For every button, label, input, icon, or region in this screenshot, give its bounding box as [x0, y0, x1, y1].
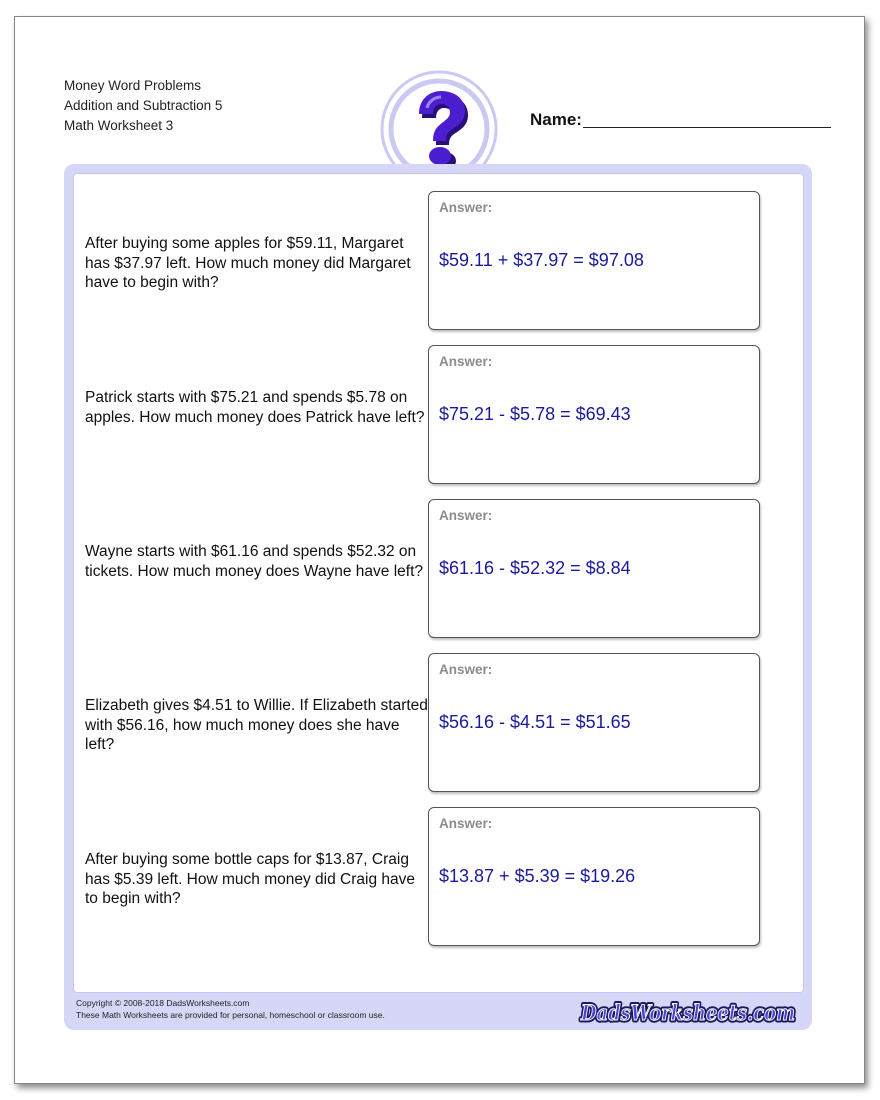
answer-box[interactable] — [428, 653, 760, 792]
answer-box[interactable] — [428, 191, 760, 330]
usage-text: These Math Worksheets are provided for personal, homeschool or classroom use. — [76, 1010, 385, 1020]
answer-box[interactable] — [428, 345, 760, 484]
answer-label: Answer: — [439, 816, 493, 831]
worksheet-subtitle: Addition and Subtraction 5 — [64, 98, 223, 113]
answer-box[interactable] — [428, 807, 760, 946]
problem-text: Patrick starts with $75.21 and spends $5.78 on apples. How much money does Patrick have left? — [85, 389, 425, 426]
answer-text: $75.21 - $5.78 = $69.43 — [439, 404, 631, 424]
answer-text: $13.87 + $5.39 = $19.26 — [439, 866, 636, 886]
answer-text: $56.16 - $4.51 = $51.65 — [439, 712, 631, 732]
answer-label: Answer: — [439, 662, 493, 677]
answer-text: $59.11 + $37.97 = $97.08 — [439, 250, 644, 270]
worksheet-header — [64, 76, 222, 136]
copyright-text: Copyright © 2008-2018 DadsWorksheets.com — [76, 998, 250, 1008]
problem-text: After buying some apples for $59.11, Margaret has $37.97 left. How much money did Margaret have to begin with? — [85, 235, 411, 291]
answer-label: Answer: — [439, 508, 493, 523]
name-input-line[interactable] — [583, 127, 831, 128]
name-label: Name: — [530, 110, 582, 129]
brand-logo-text: DadsWorksheets.com — [580, 1000, 795, 1025]
answer-label: Answer: — [439, 200, 493, 215]
answer-box[interactable] — [428, 499, 760, 638]
problem-text: Wayne starts with $61.16 and spends $52.32 on tickets. How much money does Wayne have left? — [85, 543, 423, 580]
footer — [76, 997, 385, 1021]
answer-text: $61.16 - $52.32 = $8.84 — [439, 558, 631, 578]
dadsworksheets-logo[interactable] — [576, 990, 798, 1030]
worksheet-number: Math Worksheet 3 — [64, 118, 174, 133]
brand-logo-text-fill: DadsWorksheets.com — [580, 1000, 795, 1025]
problem-text: Elizabeth gives $4.51 to Willie. If Elizabeth started with $56.16, how much money does she have left? — [85, 697, 428, 753]
worksheet-title: Money Word Problems — [64, 78, 202, 93]
answer-label: Answer: — [439, 354, 493, 369]
problem-text: After buying some bottle caps for $13.87, Craig has $5.39 left. How much money did Craig have to begin with? — [85, 851, 415, 907]
